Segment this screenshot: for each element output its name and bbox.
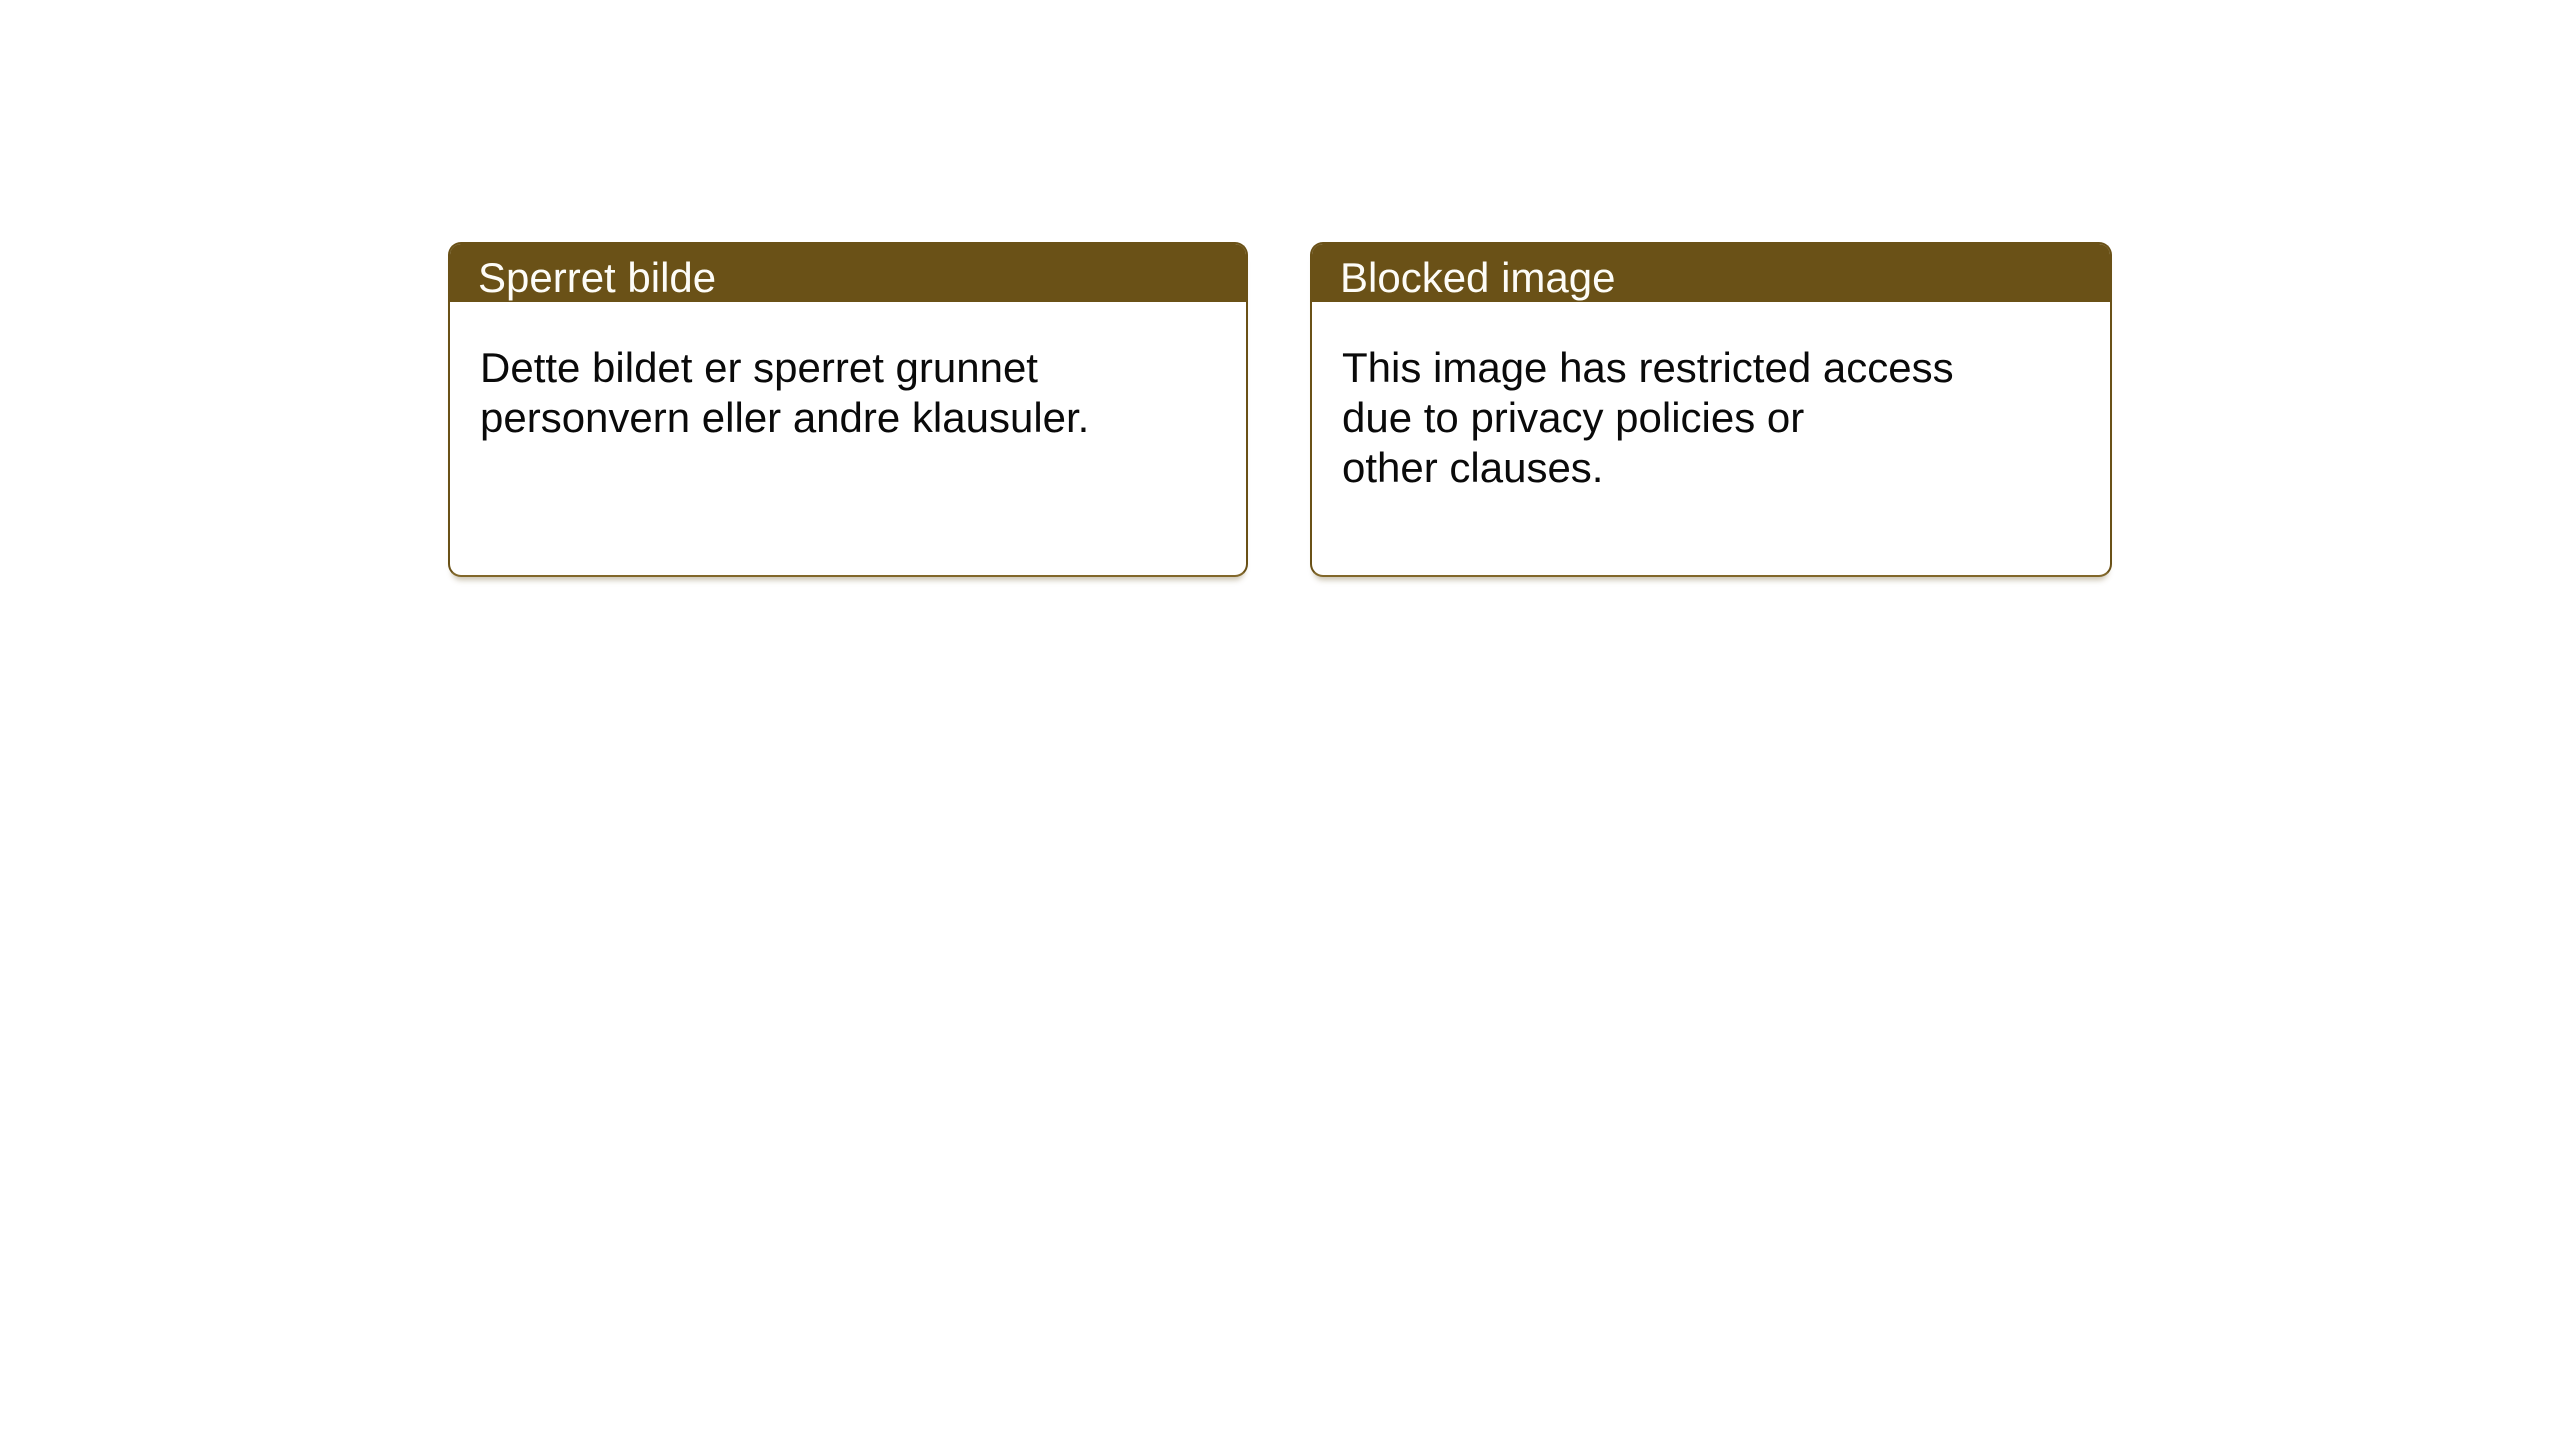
card-body <box>1312 302 2110 493</box>
card-title: Blocked image <box>1340 254 1616 301</box>
body-text-line: This image has restricted access <box>1342 344 1954 391</box>
blocked-image-card-norwegian <box>448 242 1248 577</box>
card-title: Sperret bilde <box>478 254 717 301</box>
body-text-line: other clauses. <box>1342 444 1604 491</box>
blocked-image-card-english <box>1310 242 2112 577</box>
body-text-line: personvern eller andre klausuler. <box>480 394 1090 441</box>
body-text-line: Dette bildet er sperret grunnet <box>480 344 1038 391</box>
card-title-bar <box>450 244 1246 302</box>
card-body <box>450 302 1246 443</box>
body-text-line: due to privacy policies or <box>1342 394 1805 441</box>
card-title-bar <box>1312 244 2110 302</box>
